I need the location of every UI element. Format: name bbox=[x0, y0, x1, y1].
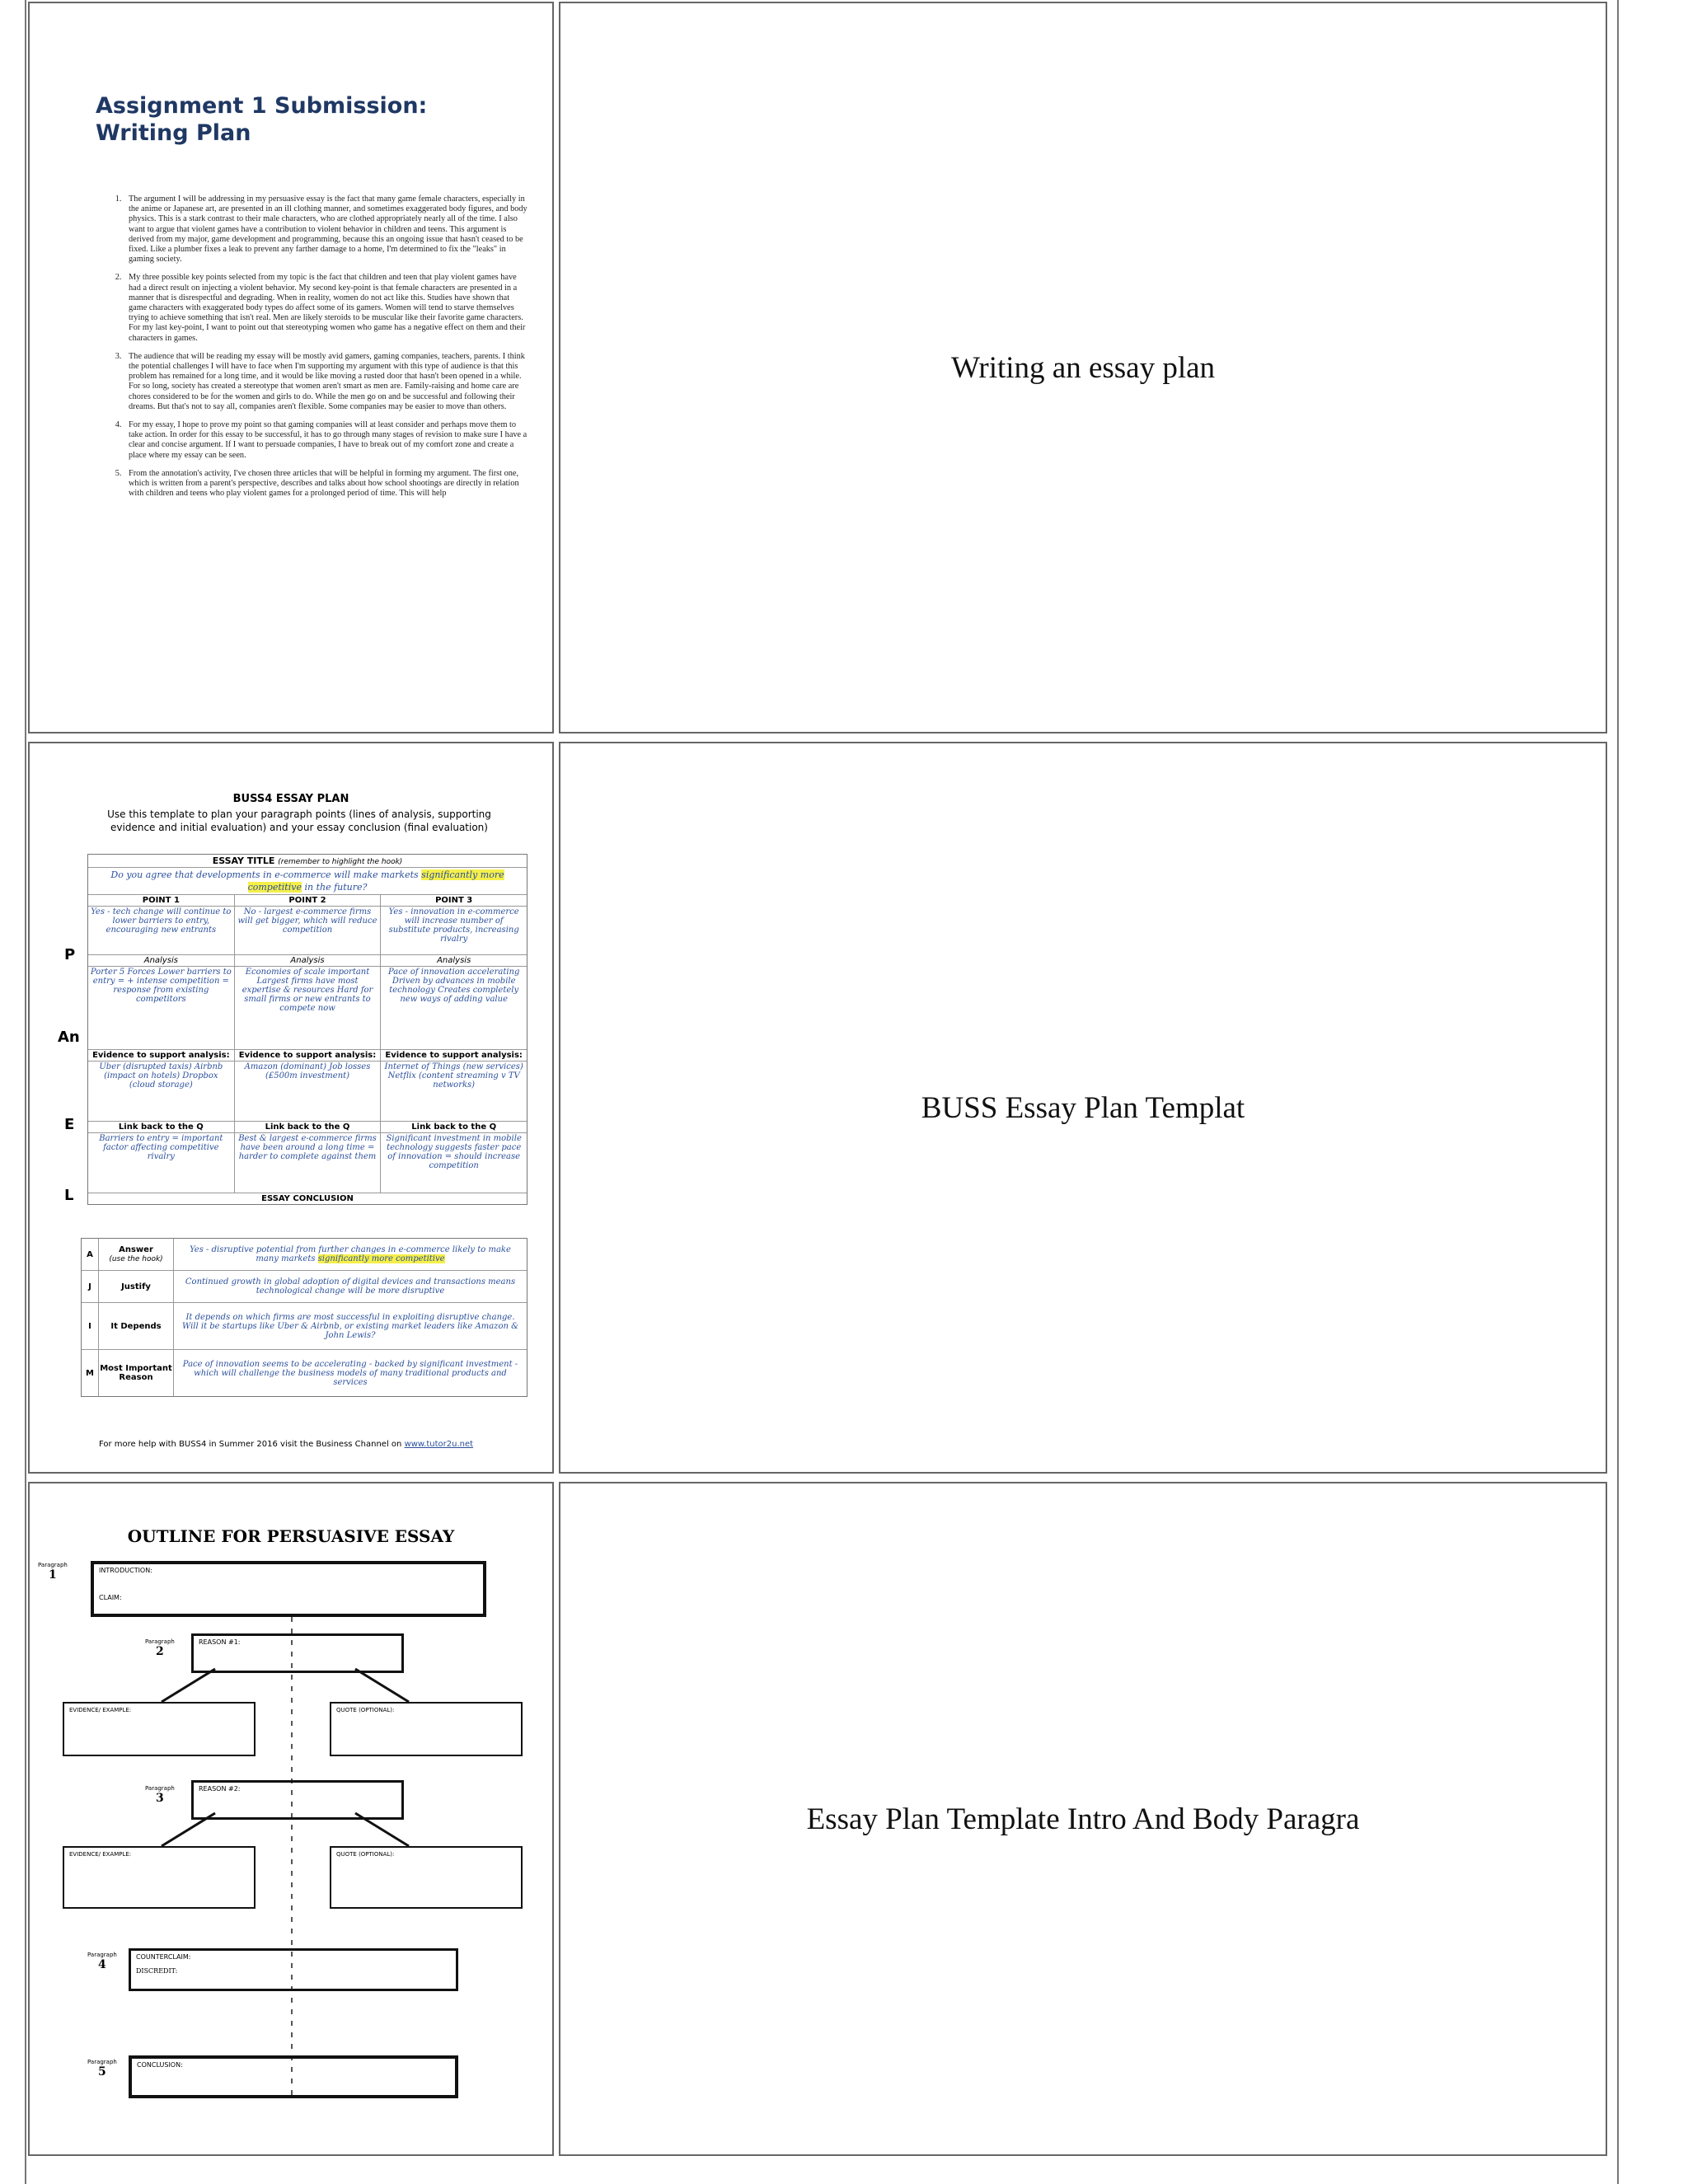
caption-cell[interactable] bbox=[559, 742, 1607, 1474]
point-header: POINT 3 bbox=[380, 895, 527, 906]
point-cell: Yes - tech change will continue to lower barriers to entry, encouraging new entrants bbox=[91, 907, 232, 935]
link-cell: Significant investment in mobile technology suggests faster pace of innovation = should increase competition bbox=[380, 1133, 527, 1193]
caption-link[interactable]: BUSS Essay Plan Templat bbox=[921, 1090, 1245, 1125]
link-cell: Barriers to entry = important factor affecting competitive rivalry bbox=[99, 1134, 223, 1161]
evidence-cell: Amazon (dominant) Job losses (£500m investment) bbox=[234, 1062, 381, 1121]
point-cell: Yes - innovation in e-commerce will increase number of substitute products, increasing rivalry bbox=[380, 907, 527, 954]
evidence-cell: Internet of Things (new services) Netflix (content streaming v TV networks) bbox=[380, 1062, 527, 1121]
title-line-1: Assignment 1 Submission: bbox=[96, 93, 428, 119]
analysis-cell: Economies of scale important Largest firms have most expertise & resources Hard for small firms or new entrants to compete now bbox=[234, 967, 381, 1049]
link-label: Link back to the Q bbox=[380, 1122, 527, 1132]
reason-2-box[interactable]: REASON #2: bbox=[191, 1780, 404, 1820]
connector-line bbox=[162, 1669, 215, 1702]
plan-heading: BUSS4 ESSAY PLAN bbox=[232, 793, 349, 805]
list-item: 1. The argument I will be addressing in my persuasive essay is the fact that many game female characters, especially in the anime or Japanese art, are presented in an ill clothing manner, and sometimes exaggerated body figures, and body physics. This is a stark contrast to their male characters, who are clothed appropriately nearly all of the time. I also want to argue that violent games have a contribution to violent behavior in children and teens. This argument is derived from my major, game development and programming, because this an ongoing issue that hasn't ceased to be fixed. Like a plumber fixes a leak to prevent any farther damage to a home, I'm determined to fix the "leaks" in gaming society. bbox=[124, 194, 528, 265]
concl-text: Pace of innovation seems to be accelerating - backed by significant investment - which will challenge the business models of many traditional products and services bbox=[182, 1359, 518, 1387]
caption-cell[interactable] bbox=[559, 2, 1607, 733]
paragraph-number: Paragraph 4 bbox=[87, 1952, 117, 1971]
list-item: 5. From the annotation's activity, I've chosen three articles that will be helpful in forming my argument. The first one, which is written from a parent's perspective, describes and talks about how school shootings are directly in relation with children and teens who play violent games for a prolonged period of time. This will help bbox=[124, 469, 528, 499]
essay-question: Do you agree that developments in e-commerce will make markets significantly more competitive in the future? bbox=[110, 869, 504, 893]
quote-box[interactable]: QUOTE (OPTIONAL): bbox=[330, 1702, 523, 1756]
evidence-box[interactable]: EVIDENCE/ EXAMPLE: bbox=[63, 1846, 256, 1909]
analysis-cell: Pace of innovation accelerating Driven by advances in mobile technology Creates completely new ways of adding value bbox=[380, 967, 527, 1049]
link-cell: Best & largest e-commerce firms have been around a long time = harder to complete against them bbox=[234, 1133, 381, 1193]
concl-text: It depends on which firms are most successful in exploiting disruptive change. Will it be startups like Uber & Airbnb, or existing market leaders like Amazon & John Lewis? bbox=[182, 1312, 518, 1340]
concl-letter: I bbox=[88, 1321, 91, 1331]
point-cell: No - largest e-commerce firms will get bigger, which will reduce competition bbox=[234, 907, 381, 954]
concl-label: Most Important Reason bbox=[98, 1350, 174, 1396]
paragraph-number: Paragraph 1 bbox=[38, 1562, 68, 1582]
reason-1-box[interactable]: REASON #1: bbox=[191, 1633, 404, 1673]
evidence-label: Evidence to support analysis: bbox=[234, 1050, 381, 1061]
concl-label: Answer (use the hook) bbox=[98, 1239, 174, 1270]
point-header: POINT 1 bbox=[142, 896, 180, 905]
concl-letter: J bbox=[88, 1282, 91, 1291]
side-label: An bbox=[58, 1029, 80, 1046]
concl-letter: A bbox=[87, 1249, 93, 1259]
side-label: E bbox=[64, 1116, 75, 1133]
essay-title-label: ESSAY TITLE (remember to highlight the hook) bbox=[212, 855, 403, 866]
analysis-label: Analysis bbox=[234, 955, 381, 966]
concl-letter: M bbox=[86, 1368, 94, 1378]
paragraph-list bbox=[112, 194, 528, 507]
caption-link[interactable]: Writing an essay plan bbox=[950, 350, 1216, 385]
list-item: 2. My three possible key points selected from my topic is the fact that children and teen that play violent games have had a direct result on injecting a violent behavior. My second key-point is that female characters are presented in a manner that is disrespectful and degrading. When in reality, women do not act like this. Studies have shown that game characters with exaggerated body types do affect some of its gamers. Women will tend to starve themselves trying to achieve something that isn't real. Men are likely steroids to be muscular like their favorite game characters. For my last key-point, I want to point out that stereotyping women who game has a negative effect on them and their characters in games. bbox=[124, 273, 528, 343]
concl-text: Continued growth in global adoption of digital devices and transactions means technological change will be more disruptive bbox=[185, 1277, 516, 1296]
thumbnail-writing-plan[interactable] bbox=[28, 2, 554, 733]
conclusion-label: ESSAY CONCLUSION bbox=[261, 1194, 354, 1203]
link-label: Link back to the Q bbox=[234, 1122, 381, 1132]
point-header: POINT 2 bbox=[234, 895, 381, 906]
title-line-2: Writing Plan bbox=[96, 120, 251, 146]
analysis-label: Analysis bbox=[143, 956, 178, 965]
link-label: Link back to the Q bbox=[118, 1122, 204, 1132]
side-label: P bbox=[64, 946, 76, 963]
concl-label: It Depends bbox=[98, 1303, 174, 1349]
plan-grid bbox=[87, 854, 528, 1205]
paragraph-number: Paragraph 3 bbox=[145, 1785, 175, 1805]
list-item: 3. The audience that will be reading my essay will be mostly avid gamers, gaming companies, teachers, parents. I think the potential challenges I will have to face when I'm supporting my argument with this type of audience is that this problem has remained for a long time, and it would be like moving a rusted door that hasn't been opened in a while. For so long, society has created a stereotype that women aren't smart as men are. Family-raising and home care are chores considered to be for the women and girls to do. While the men go on and be successful and following their dreams. But that's not to say all, companies aren't flexible. Some companies may be easier to move than others. bbox=[124, 352, 528, 412]
outline-heading: OUTLINE FOR PERSUASIVE ESSAY bbox=[127, 1526, 455, 1546]
thumbnail-persuasive-outline[interactable] bbox=[28, 1482, 554, 2156]
conclusion-table bbox=[81, 1238, 528, 1397]
concl-text: Yes - disruptive potential from further changes in e-commerce likely to make many markets significantly more competitive bbox=[190, 1245, 511, 1263]
evidence-cell: Uber (disrupted taxis) Airbnb (impact on hotels) Dropbox (cloud storage) bbox=[99, 1062, 223, 1090]
concl-label: Justify bbox=[98, 1271, 174, 1302]
thumbnail-buss-essay-plan[interactable] bbox=[28, 742, 554, 1474]
analysis-label: Analysis bbox=[380, 955, 527, 966]
counterclaim-box[interactable]: COUNTERCLAIM: DISCREDIT: bbox=[129, 1948, 458, 1991]
plan-subheading: Use this template to plan your paragraph points (lines of analysis, supporting evidence and initial evaluation) and your essay conclusion (final evaluation) bbox=[107, 808, 491, 833]
footer-link[interactable]: www.tutor2u.net bbox=[404, 1440, 474, 1449]
intro-box[interactable]: INTRODUCTION: CLAIM: bbox=[91, 1561, 486, 1617]
side-label: L bbox=[64, 1187, 74, 1204]
analysis-cell: Porter 5 Forces Lower barriers to entry = + intense competition = response from existing competitors bbox=[90, 968, 232, 1004]
caption-link[interactable]: Essay Plan Template Intro And Body Paragra bbox=[806, 1802, 1360, 1836]
caption-cell[interactable] bbox=[559, 1482, 1607, 2156]
paragraph-number: Paragraph 5 bbox=[87, 2059, 117, 2079]
connector-line bbox=[355, 1669, 409, 1702]
results-page bbox=[25, 0, 1619, 2184]
evidence-label: Evidence to support analysis: bbox=[380, 1050, 527, 1061]
thumb-title bbox=[96, 92, 475, 147]
evidence-box[interactable]: EVIDENCE/ EXAMPLE: bbox=[63, 1702, 256, 1756]
list-item: 4. For my essay, I hope to prove my point so that gaming companies will at least consider and perhaps move them to take action. In order for this essay to be successful, it has to go through many stages of revision to make sure I have a clear and concise argument. If I want to persuade companies, I have to break out of my comfort zone and create a place where my essay can be seen. bbox=[124, 420, 528, 461]
conclusion-box[interactable]: CONCLUSION: bbox=[129, 2055, 458, 2098]
evidence-label: Evidence to support analysis: bbox=[92, 1051, 230, 1060]
quote-box[interactable]: QUOTE (OPTIONAL): bbox=[330, 1846, 523, 1909]
paragraph-number: Paragraph 2 bbox=[145, 1638, 175, 1658]
plan-footer: For more help with BUSS4 in Summer 2016 visit the Business Channel on www.tutor2u.net bbox=[99, 1440, 474, 1449]
